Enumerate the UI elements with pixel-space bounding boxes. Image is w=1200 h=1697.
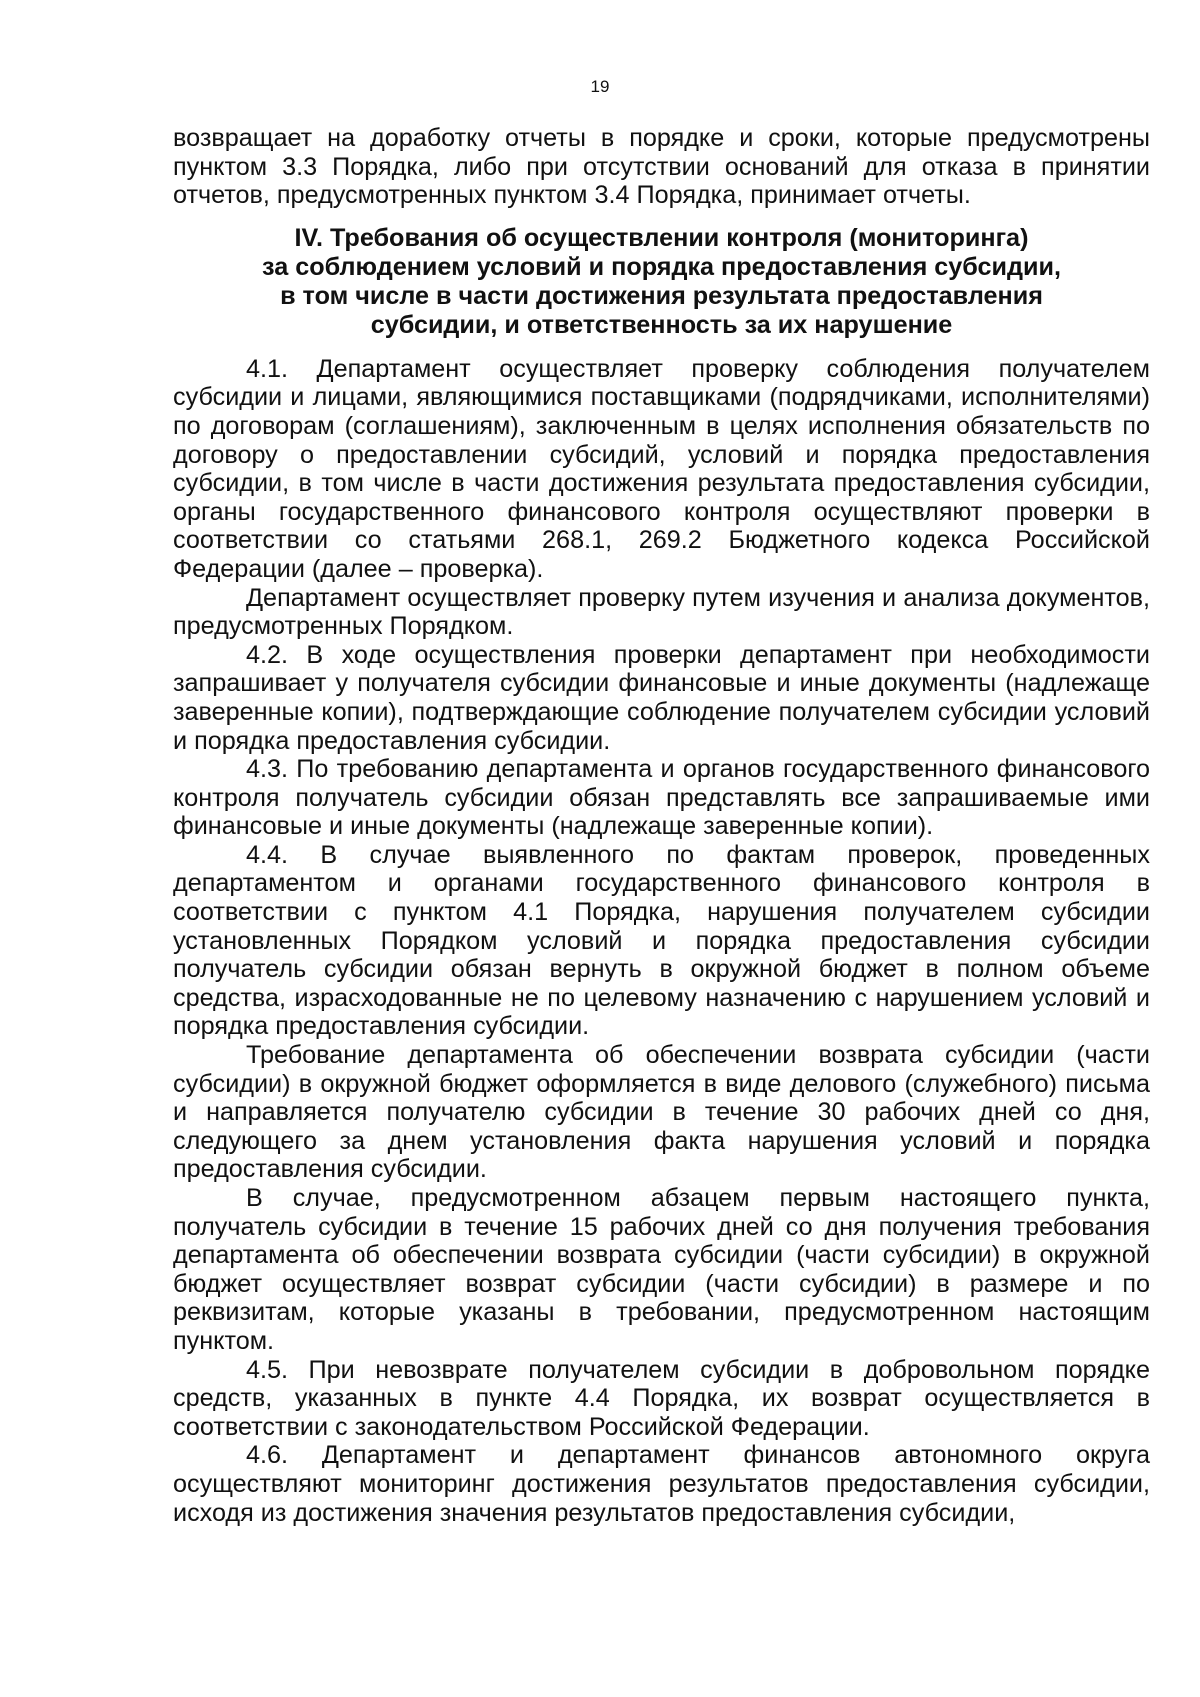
section-heading-line: за соблюдением условий и порядка предоставления субсидии, — [262, 252, 1061, 281]
section-heading-line: IV. Требования об осуществлении контроля (мониторинга) — [294, 223, 1029, 252]
section-heading-line: в том числе в части достижения результата предоставления — [280, 281, 1043, 310]
page-number: 19 — [590, 77, 610, 96]
section-heading-line: субсидии, и ответственность за их нарушение — [370, 310, 953, 339]
paragraph-4-1-second: Департамент осуществляет проверку путем изучения и анализа документов, предусмотренных Порядком. — [173, 583, 1150, 641]
document-body — [173, 124, 1150, 1527]
section-heading — [173, 224, 1150, 340]
paragraph-4-4-third: В случае, предусмотренном абзацем первым настоящего пункта, получатель субсидии в течение 15 рабочих дней со дня получения требования департамента об обеспечении возврата субсидии (части субсидии) в окружной бюджет осуществляет возврат субсидии (части субсидии) в размере и по реквизитам, которые указаны в требовании, предусмотренном настоящим пунктом. — [173, 1184, 1150, 1355]
paragraph-4-2: 4.2. В ходе осуществления проверки департамент при необходимости запрашивает у получателя субсидии финансовые и иные документы (надлежаще заверенные копии), подтверждающие соблюдение получателем субсидии условий и порядка предоставления субсидии. — [173, 640, 1150, 755]
paragraph-4-5: 4.5. При невозврате получателем субсидии в добровольном порядке средств, указанных в пункте 4.4 Порядка, их возврат осуществляется в соответствии с законодательством Российской Федерации. — [173, 1355, 1150, 1441]
paragraph-4-1: 4.1. Департамент осуществляет проверку соблюдения получателем субсидии и лицами, являющимися поставщиками (подрядчиками, исполнителями) по договорам (соглашениям), заключенным в целях исполнения обязательств по договору о предоставлении субсидий, условий и порядка предоставления субсидии, в том числе в части достижения результата предоставления субсидии, органы государственного финансового контроля осуществляют проверки в соответствии со статьями 268.1, 269.2 Бюджетного кодекса Российской Федерации (далее – проверка). — [173, 354, 1150, 583]
paragraph-4-6: 4.6. Департамент и департамент финансов автономного округа осуществляют мониторинг достижения результатов предоставления субсидии, исходя из достижения значения результатов предоставления субсидии, — [173, 1441, 1150, 1527]
paragraph-4-3: 4.3. По требованию департамента и органов государственного финансового контроля получатель субсидии обязан представлять все запрашиваемые ими финансовые и иные документы (надлежаще заверенные копии). — [173, 755, 1150, 841]
intro-paragraph: возвращает на доработку отчеты в порядке и сроки, которые предусмотрены пунктом 3.3 Порядка, либо при отсутствии оснований для отказа в принятии отчетов, предусмотренных пунктом 3.4 Порядка, принимает отчеты. — [173, 124, 1150, 210]
paragraph-4-4: 4.4. В случае выявленного по фактам проверок, проведенных департаментом и органами государственного финансового контроля в соответствии с пунктом 4.1 Порядка, нарушения получателем субсидии установленных Порядком условий и порядка предоставления субсидии получатель субсидии обязан вернуть в окружной бюджет в полном объеме средства, израсходованные не по целевому назначению с нарушением условий и порядка предоставления субсидии. — [173, 840, 1150, 1041]
paragraph-4-4-second: Требование департамента об обеспечении возврата субсидии (части субсидии) в окружной бюджет оформляется в виде делового (служебного) письма и направляется получателю субсидии в течение 30 рабочих дней со дня, следующего за днем установления факта нарушения условий и порядка предоставления субсидии. — [173, 1041, 1150, 1184]
